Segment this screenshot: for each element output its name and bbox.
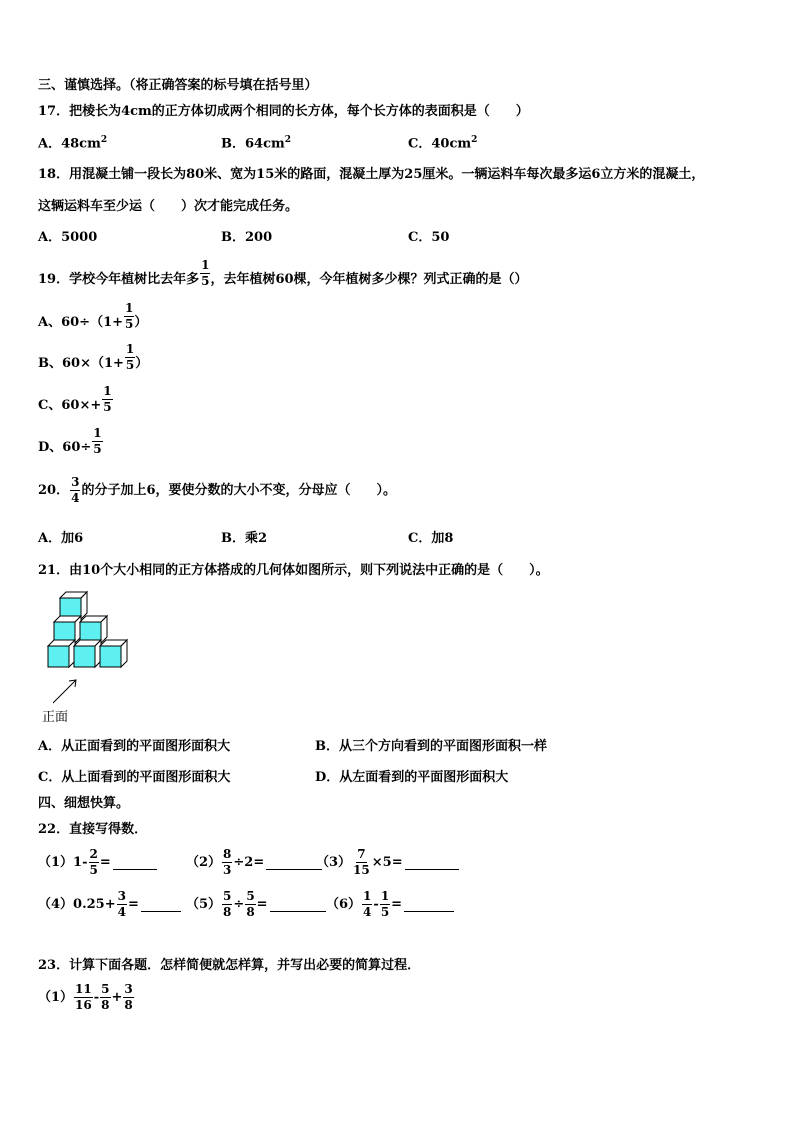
cube-front-face xyxy=(48,646,69,667)
answer-blank[interactable] xyxy=(404,910,454,912)
cube-front-face xyxy=(74,646,95,667)
q19-option-c: C、60×+ $\frac{1}{5}$ xyxy=(38,384,112,414)
q20-fraction: $\frac{3}{4}$ xyxy=(71,475,80,505)
q21-option-a: A．从正面看到的平面图形面积大 xyxy=(38,739,231,754)
q17-option-b: B．$64cm^2$ xyxy=(221,135,292,152)
q18-option-c: C．50 xyxy=(408,230,450,245)
q19-option-d: D、60÷ $\frac{1}{5}$ xyxy=(38,426,102,456)
q23-stem: 23．计算下面各题．怎样简便就怎样算，并写出必要的简算过程． xyxy=(38,958,421,973)
front-arrow xyxy=(53,680,76,703)
q22-item-6: （6） $\frac{1}{4}$ - $\frac{1}{5}$ = xyxy=(326,890,454,918)
cube-front-face xyxy=(100,646,121,667)
q21-stem: 21．由10个大小相同的正方体搭成的几何体如图所示，则下列说法中正确的是（ ）。 xyxy=(38,563,549,578)
q21-option-c: C．从上面看到的平面图形面积大 xyxy=(38,770,231,785)
q22-stem: 22．直接写得数． xyxy=(38,822,148,837)
answer-blank[interactable] xyxy=(405,868,459,870)
q22-item-5: （5） $\frac{5}{8}$ ÷ $\frac{5}{8}$ = xyxy=(186,890,326,918)
answer-blank[interactable] xyxy=(270,910,326,912)
figure-caption-front: 正面 xyxy=(42,710,69,725)
q18-option-b: B．200 xyxy=(221,230,273,245)
q22-item-1: （1）1- $\frac{2}{5}$ = xyxy=(38,848,157,876)
q19-option-b: B、60×（1+ $\frac{1}{5}$ ） xyxy=(38,342,149,372)
q17-option-a: A．$48cm^2$ xyxy=(38,135,108,152)
q21-option-b: B．从三个方向看到的平面图形面积一样 xyxy=(315,739,547,754)
q18-stem-line1: 18．用混凝土铺一段长为80米、宽为15米的路面，混凝土厚为25厘米。一辆运料车每次最多运6立方米的混凝土， xyxy=(38,167,705,182)
q18-option-a: A．5000 xyxy=(38,230,98,245)
q19-option-a: A、60÷（1+ $\frac{1}{5}$ ） xyxy=(38,301,148,331)
q19-stem: 19．学校今年植树比去年多 $\frac{1}{5}$ ，去年植树60棵，今年植树多少棵？列式正确的是（） xyxy=(38,258,528,288)
q17-stem: 17．把棱长为4cm的正方体切成两个相同的长方体，每个长方体的表面积是（ ） xyxy=(38,104,529,119)
q20-option-c: C．加8 xyxy=(408,531,454,546)
q22-item-2: （2） $\frac{8}{3}$ ÷2= xyxy=(186,848,322,876)
q19-fraction: $\frac{1}{5}$ xyxy=(201,258,210,288)
q22-item-3: （3） $\frac{7}{15}$ ×5= xyxy=(316,848,459,876)
q21-option-d: D．从左面看到的平面图形面积大 xyxy=(315,770,509,785)
answer-blank[interactable] xyxy=(266,868,322,870)
answer-blank[interactable] xyxy=(113,868,157,870)
section-3-title: 三、谨慎选择。（将正确答案的标号填在括号里） xyxy=(38,78,318,93)
q20-stem: 20． $\frac{3}{4}$ 的分子加上6，要使分数的大小不变，分母应（ ）。 xyxy=(38,475,396,505)
answer-blank[interactable] xyxy=(141,910,181,912)
q20-option-b: B．乘2 xyxy=(221,531,268,546)
q18-stem-line2: 这辆运料车至少运（ ）次才能完成任务。 xyxy=(38,199,299,214)
q17-option-c: C．$40cm^2$ xyxy=(408,135,478,152)
q20-option-a: A．加6 xyxy=(38,531,84,546)
cube-stack-figure xyxy=(40,588,140,708)
section-4-title: 四、细想快算。 xyxy=(38,796,130,811)
q23-item-1: （1） $\frac{11}{16}$ - $\frac{5}{8}$ + $\frac{3}{8}$ xyxy=(38,982,133,1012)
q22-item-4: （4）0.25+ $\frac{3}{4}$ = xyxy=(38,890,181,918)
